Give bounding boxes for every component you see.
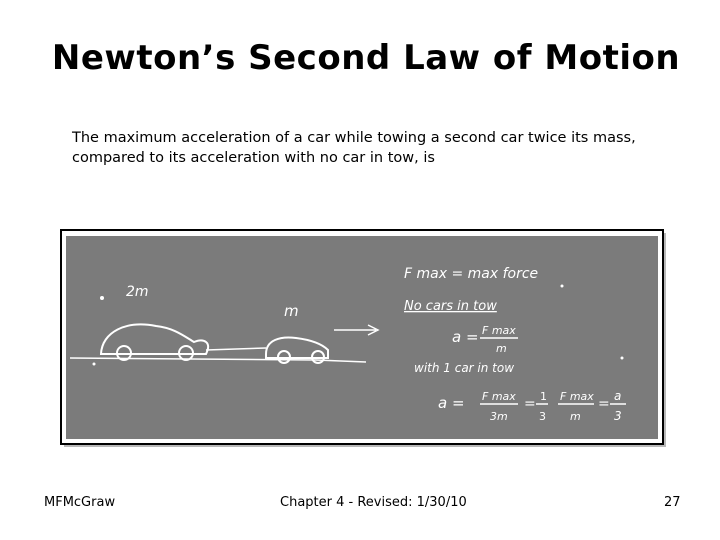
eq2-frac1-denominator: 3 bbox=[539, 410, 546, 423]
footer-author: MFMcGraw bbox=[44, 495, 116, 510]
tow-bar bbox=[206, 348, 266, 350]
eq1-numerator: F max bbox=[482, 324, 516, 337]
eq2-equals: = bbox=[524, 396, 536, 412]
question-text: The maximum acceleration of a car while towing a second car twice its mass, compared to its acceleration with no car in tow, is bbox=[72, 130, 636, 166]
chalkboard-drawing bbox=[66, 236, 658, 439]
board-line-1: F max = max force bbox=[404, 266, 539, 282]
motion-arrow bbox=[334, 325, 378, 335]
chalk-dot bbox=[100, 296, 104, 300]
lead-car-label: 2m bbox=[126, 284, 149, 300]
board-line-3: with 1 car in tow bbox=[414, 361, 515, 375]
eq2-lhs: a = bbox=[438, 394, 465, 412]
eq2-numerator: F max bbox=[482, 390, 516, 403]
chalk-dot bbox=[93, 363, 96, 366]
eq2-equals-2: = bbox=[598, 396, 610, 412]
chalkboard-figure bbox=[66, 236, 658, 439]
towed-car bbox=[266, 338, 328, 358]
eq1-denominator: m bbox=[496, 342, 507, 355]
towed-car-label: m bbox=[284, 302, 299, 320]
eq1-lhs: a = bbox=[452, 328, 479, 346]
eq2-result-numerator: a bbox=[614, 389, 622, 403]
eq2-frac1-numerator: 1 bbox=[540, 390, 547, 403]
eq2-denominator: 3m bbox=[490, 410, 508, 423]
chalk-dot bbox=[621, 357, 624, 360]
eq2-frac2-denominator: m bbox=[570, 410, 581, 423]
slide-title: Newton’s Second Law of Motion bbox=[51, 38, 681, 78]
eq2-frac2-numerator: F max bbox=[560, 390, 594, 403]
chalk-dot bbox=[561, 285, 564, 288]
eq2-result-denominator: 3 bbox=[614, 409, 622, 423]
board-line-2: No cars in tow bbox=[404, 299, 497, 314]
footer-chapter: Chapter 4 - Revised: 1/30/10 bbox=[280, 495, 467, 510]
footer-page-number: 27 bbox=[664, 495, 681, 510]
